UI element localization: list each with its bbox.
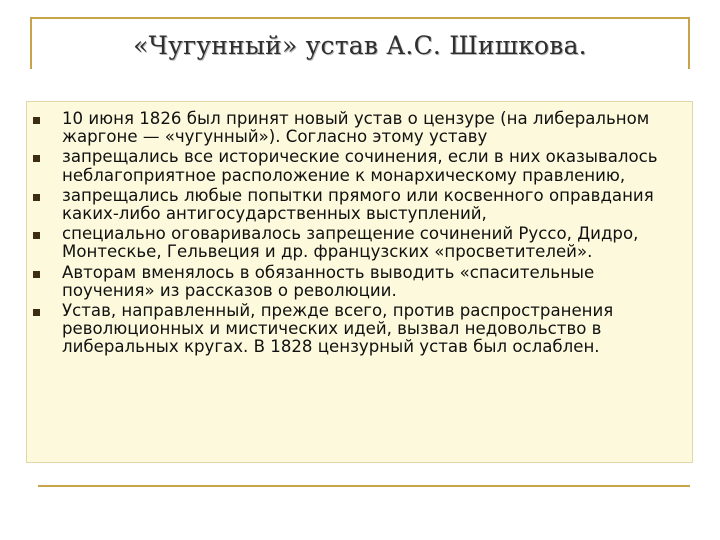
bullet-list <box>27 110 694 359</box>
bullet-text: Устав, направленный, прежде всего, против распространения революционных и мистических идей, вызвал недовольство в либеральных кругах. В 1828 цензурный устав был ослаблен. <box>62 301 614 357</box>
square-bullet-icon <box>33 309 40 316</box>
square-bullet-icon <box>33 232 40 239</box>
content-box <box>26 101 693 463</box>
bullet-item <box>27 187 694 223</box>
title-frame-top-line <box>30 17 690 19</box>
bullet-text: запрещались любые попытки прямого или косвенного оправдания каких-либо антигосударственных выступлений, <box>62 185 654 224</box>
bullet-text: 10 июня 1826 был принят новый устав о цензуре (на либеральном жаргоне — «чугунный»). Согласно этому уставу <box>62 109 650 147</box>
bullet-text: специально оговаривалось запрещение сочинений Руссо, Дидро, Монтескье, Гельвеция и др. французских «просветителей». <box>62 224 639 262</box>
bullet-text: запрещались все исторические сочинения, если в них оказывалось неблагоприятное расположение к монархическому правлению, <box>62 147 658 185</box>
square-bullet-icon <box>33 194 40 201</box>
square-bullet-icon <box>33 271 40 278</box>
bullet-item <box>27 148 694 184</box>
square-bullet-icon <box>33 117 40 124</box>
bullet-item <box>27 110 694 146</box>
bullet-item <box>27 302 694 357</box>
bullet-item <box>27 225 694 261</box>
bottom-divider <box>38 485 690 487</box>
slide-title: «Чугунный» устав А.С. Шишкова. <box>133 31 587 60</box>
bullet-item <box>27 264 694 300</box>
square-bullet-icon <box>33 155 40 162</box>
title-frame <box>30 17 690 69</box>
bullet-text: Авторам вменялось в обязанность выводить «спасительные поучения» из рассказов о революции. <box>62 262 595 300</box>
